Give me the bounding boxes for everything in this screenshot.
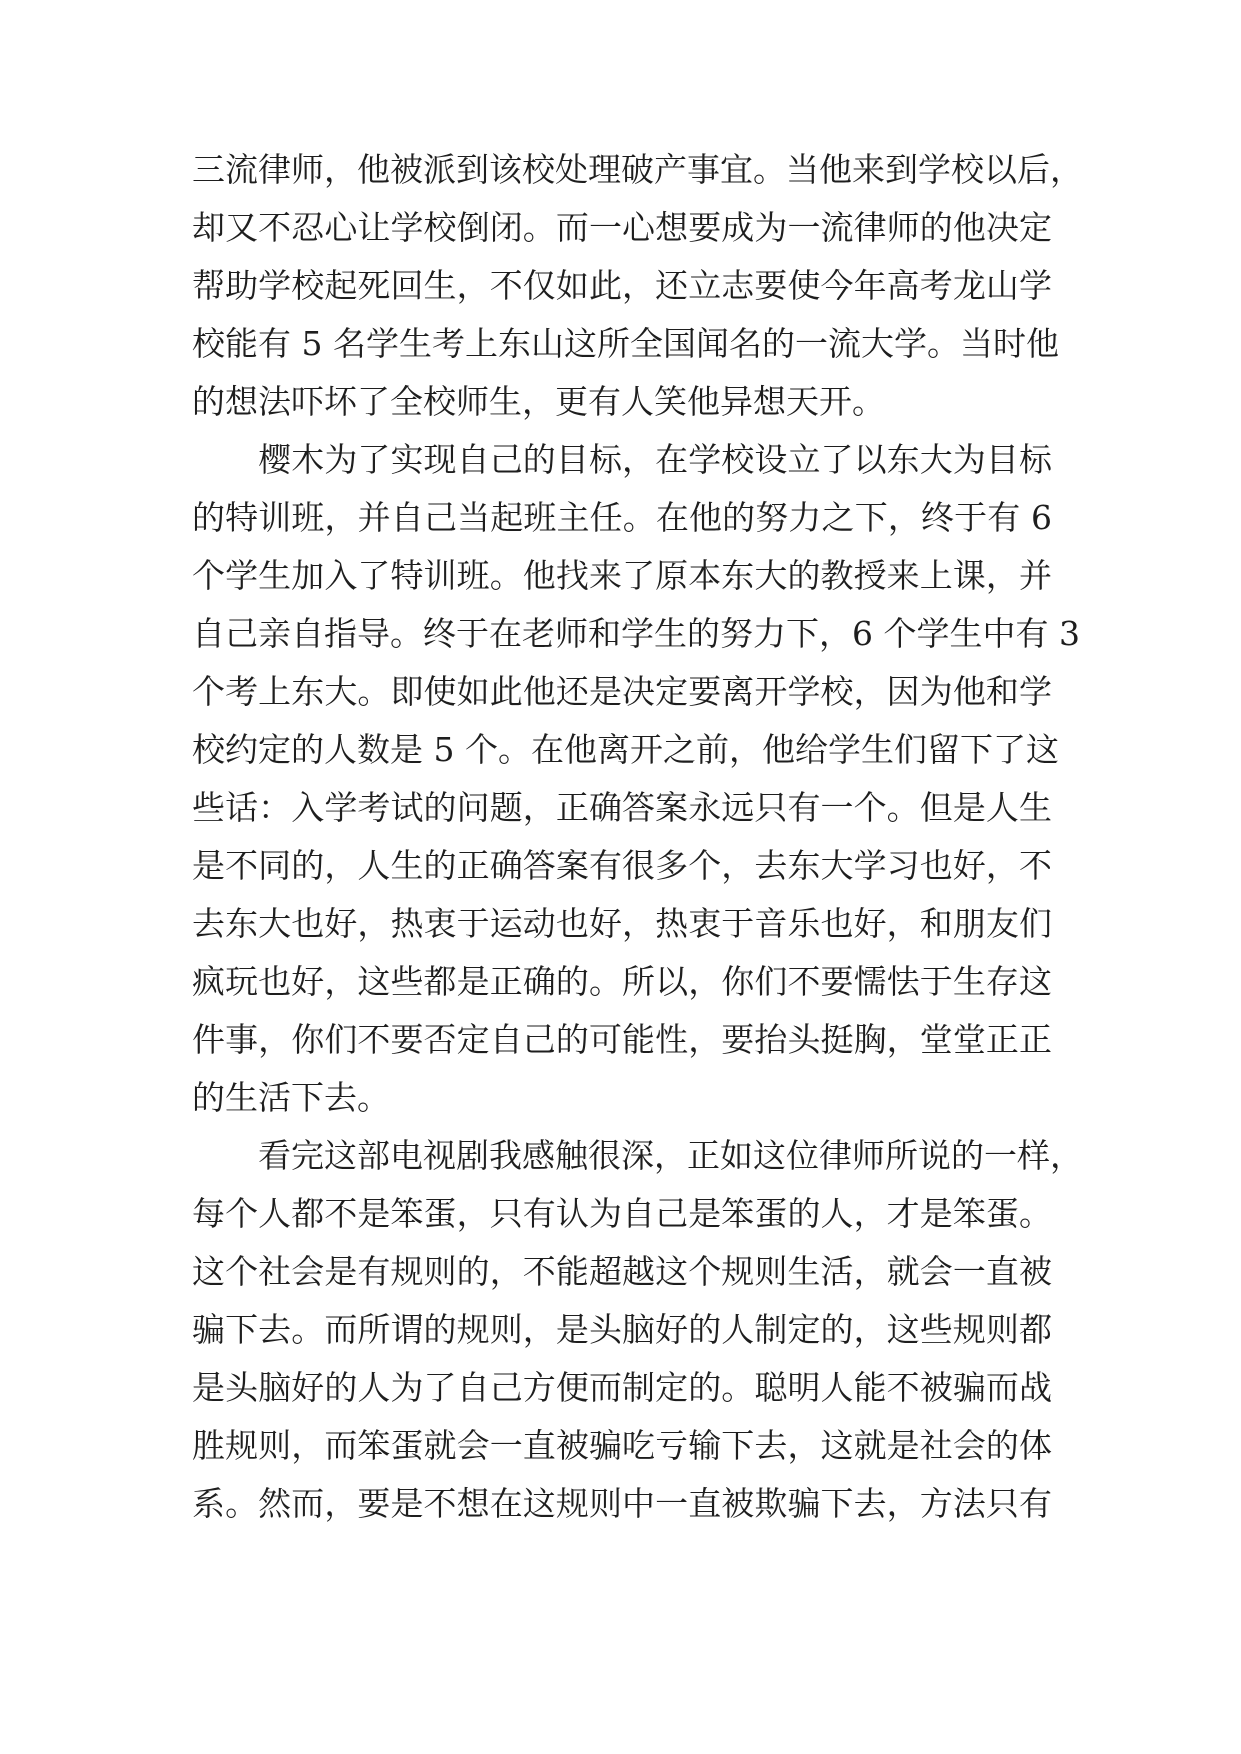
text-line: 看完这部电视剧我感触很深，正如这位律师所说的一样， xyxy=(192,1136,1083,1175)
text-line: 自己亲自指导。终于在老师和学生的努力下，6 个学生中有 3 xyxy=(192,614,1080,653)
text-line: 三流律师，他被派到该校处理破产事宜。当他来到学校以后， xyxy=(192,150,1083,189)
text-line: 的特训班，并自己当起班主任。在他的努力之下，终于有 6 xyxy=(192,498,1052,537)
text-line: 的想法吓坏了全校师生，更有人笑他异想天开。 xyxy=(192,382,885,421)
text-line: 骗下去。而所谓的规则，是头脑好的人制定的，这些规则都 xyxy=(192,1310,1052,1349)
text-line: 却又不忍心让学校倒闭。而一心想要成为一流律师的他决定 xyxy=(192,208,1052,247)
text-line: 个考上东大。即使如此他还是决定要离开学校，因为他和学 xyxy=(192,672,1052,711)
text-line: 些话：入学考试的问题，正确答案永远只有一个。但是人生 xyxy=(192,788,1052,827)
text-line: 疯玩也好，这些都是正确的。所以，你们不要懦怯于生存这 xyxy=(192,962,1052,1001)
text-line: 校约定的人数是 5 个。在他离开之前，他给学生们留下了这 xyxy=(192,730,1059,769)
text-line: 是不同的，人生的正确答案有很多个，去东大学习也好，不 xyxy=(192,846,1052,885)
text-line: 的生活下去。 xyxy=(192,1078,390,1117)
text-line: 每个人都不是笨蛋，只有认为自己是笨蛋的人，才是笨蛋。 xyxy=(192,1194,1052,1233)
text-line: 件事，你们不要否定自己的可能性，要抬头挺胸，堂堂正正 xyxy=(192,1020,1052,1059)
text-line: 去东大也好，热衷于运动也好，热衷于音乐也好，和朋友们 xyxy=(192,904,1052,943)
text-line: 系。然而，要是不想在这规则中一直被欺骗下去，方法只有 xyxy=(192,1484,1052,1523)
text-line: 校能有 5 名学生考上东山这所全国闻名的一流大学。当时他 xyxy=(192,324,1059,363)
text-line: 胜规则，而笨蛋就会一直被骗吃亏输下去，这就是社会的体 xyxy=(192,1426,1052,1465)
text-line: 是头脑好的人为了自己方便而制定的。聪明人能不被骗而战 xyxy=(192,1368,1052,1407)
text-line: 个学生加入了特训班。他找来了原本东大的教授来上课，并 xyxy=(192,556,1052,595)
text-line: 帮助学校起死回生，不仅如此，还立志要使今年高考龙山学 xyxy=(192,266,1052,305)
text-line: 这个社会是有规则的，不能超越这个规则生活，就会一直被 xyxy=(192,1252,1052,1291)
text-line: 樱木为了实现自己的目标，在学校设立了以东大为目标 xyxy=(192,440,1052,479)
